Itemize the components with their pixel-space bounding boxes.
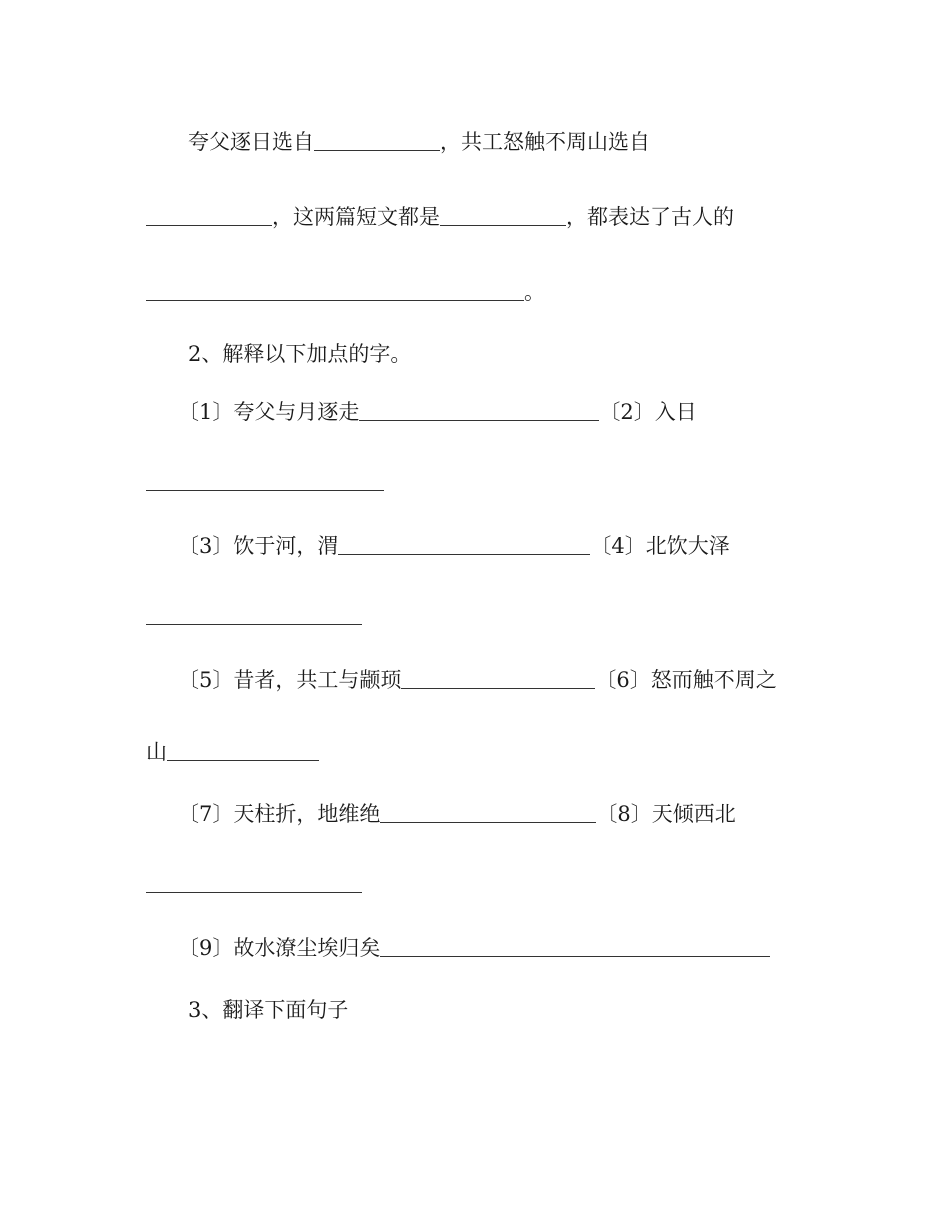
q3-heading: 3、翻译下面句子 [188,998,349,1022]
q1-end-mark: 。 [524,280,545,304]
q2-heading: 2、解释以下加点的字。 [188,342,412,366]
q1-text-1: 夸父逐日选自 [188,130,314,154]
q1-line-1 [188,128,650,156]
q2-row-4-wrap [146,872,362,900]
answer-blank-1[interactable] [359,419,599,421]
q2-row-2 [178,532,730,560]
q1-line-3 [146,278,545,306]
fill-blank-4[interactable] [146,299,524,301]
q2-row-2-wrap [146,604,362,632]
q2-row-3-wrap [146,738,319,766]
answer-blank-4[interactable] [146,623,362,625]
q1-text-4: ，都表达了古人的 [566,205,734,229]
answer-blank-8[interactable] [146,891,362,893]
item-text-5: 昔者，共工与颛顼 [233,668,402,692]
item-text-1: 夸父与月逐走 [233,400,360,424]
answer-blank-7[interactable] [380,821,596,823]
answer-blank-9[interactable] [380,955,770,957]
q1-text-3: ，这两篇短文都是 [272,205,440,229]
q2-row-4 [178,800,736,828]
answer-blank-3[interactable] [338,553,590,555]
item-text-2: 入日 [654,400,697,424]
item-text-7: 天柱折，地维绝 [233,802,381,826]
item-text-8: 天倾西北 [651,802,736,826]
q2-row-1-wrap [146,470,384,498]
q2-row-5 [178,934,770,962]
q2-row-3 [178,666,777,694]
item-text-6: 怒而触不周之 [650,668,777,692]
answer-blank-5[interactable] [401,687,595,689]
item-text-9: 故水潦尘埃归矣 [233,936,381,960]
answer-blank-6[interactable] [167,759,319,761]
fill-blank-3[interactable] [440,224,566,226]
answer-blank-2[interactable] [146,489,384,491]
q1-text-2: ，共工怒触不周山选自 [440,130,650,154]
q2-row-1 [178,398,697,426]
fill-blank-2[interactable] [146,224,272,226]
item-num-5: 〔5〕 [178,668,234,692]
item-num-4: 〔4〕 [590,534,646,558]
item-text-4: 北饮大泽 [645,534,730,558]
fill-blank-1[interactable] [314,149,440,151]
item-text-3: 饮于河，渭 [233,534,339,558]
item-num-2: 〔2〕 [599,400,655,424]
q1-line-2 [146,203,734,231]
item-num-6: 〔6〕 [595,668,651,692]
item-text-6-wrap: 山 [146,740,167,764]
item-num-1: 〔1〕 [178,400,234,424]
item-num-7: 〔7〕 [178,802,234,826]
item-num-3: 〔3〕 [178,534,234,558]
item-num-9: 〔9〕 [178,936,234,960]
item-num-8: 〔8〕 [596,802,652,826]
